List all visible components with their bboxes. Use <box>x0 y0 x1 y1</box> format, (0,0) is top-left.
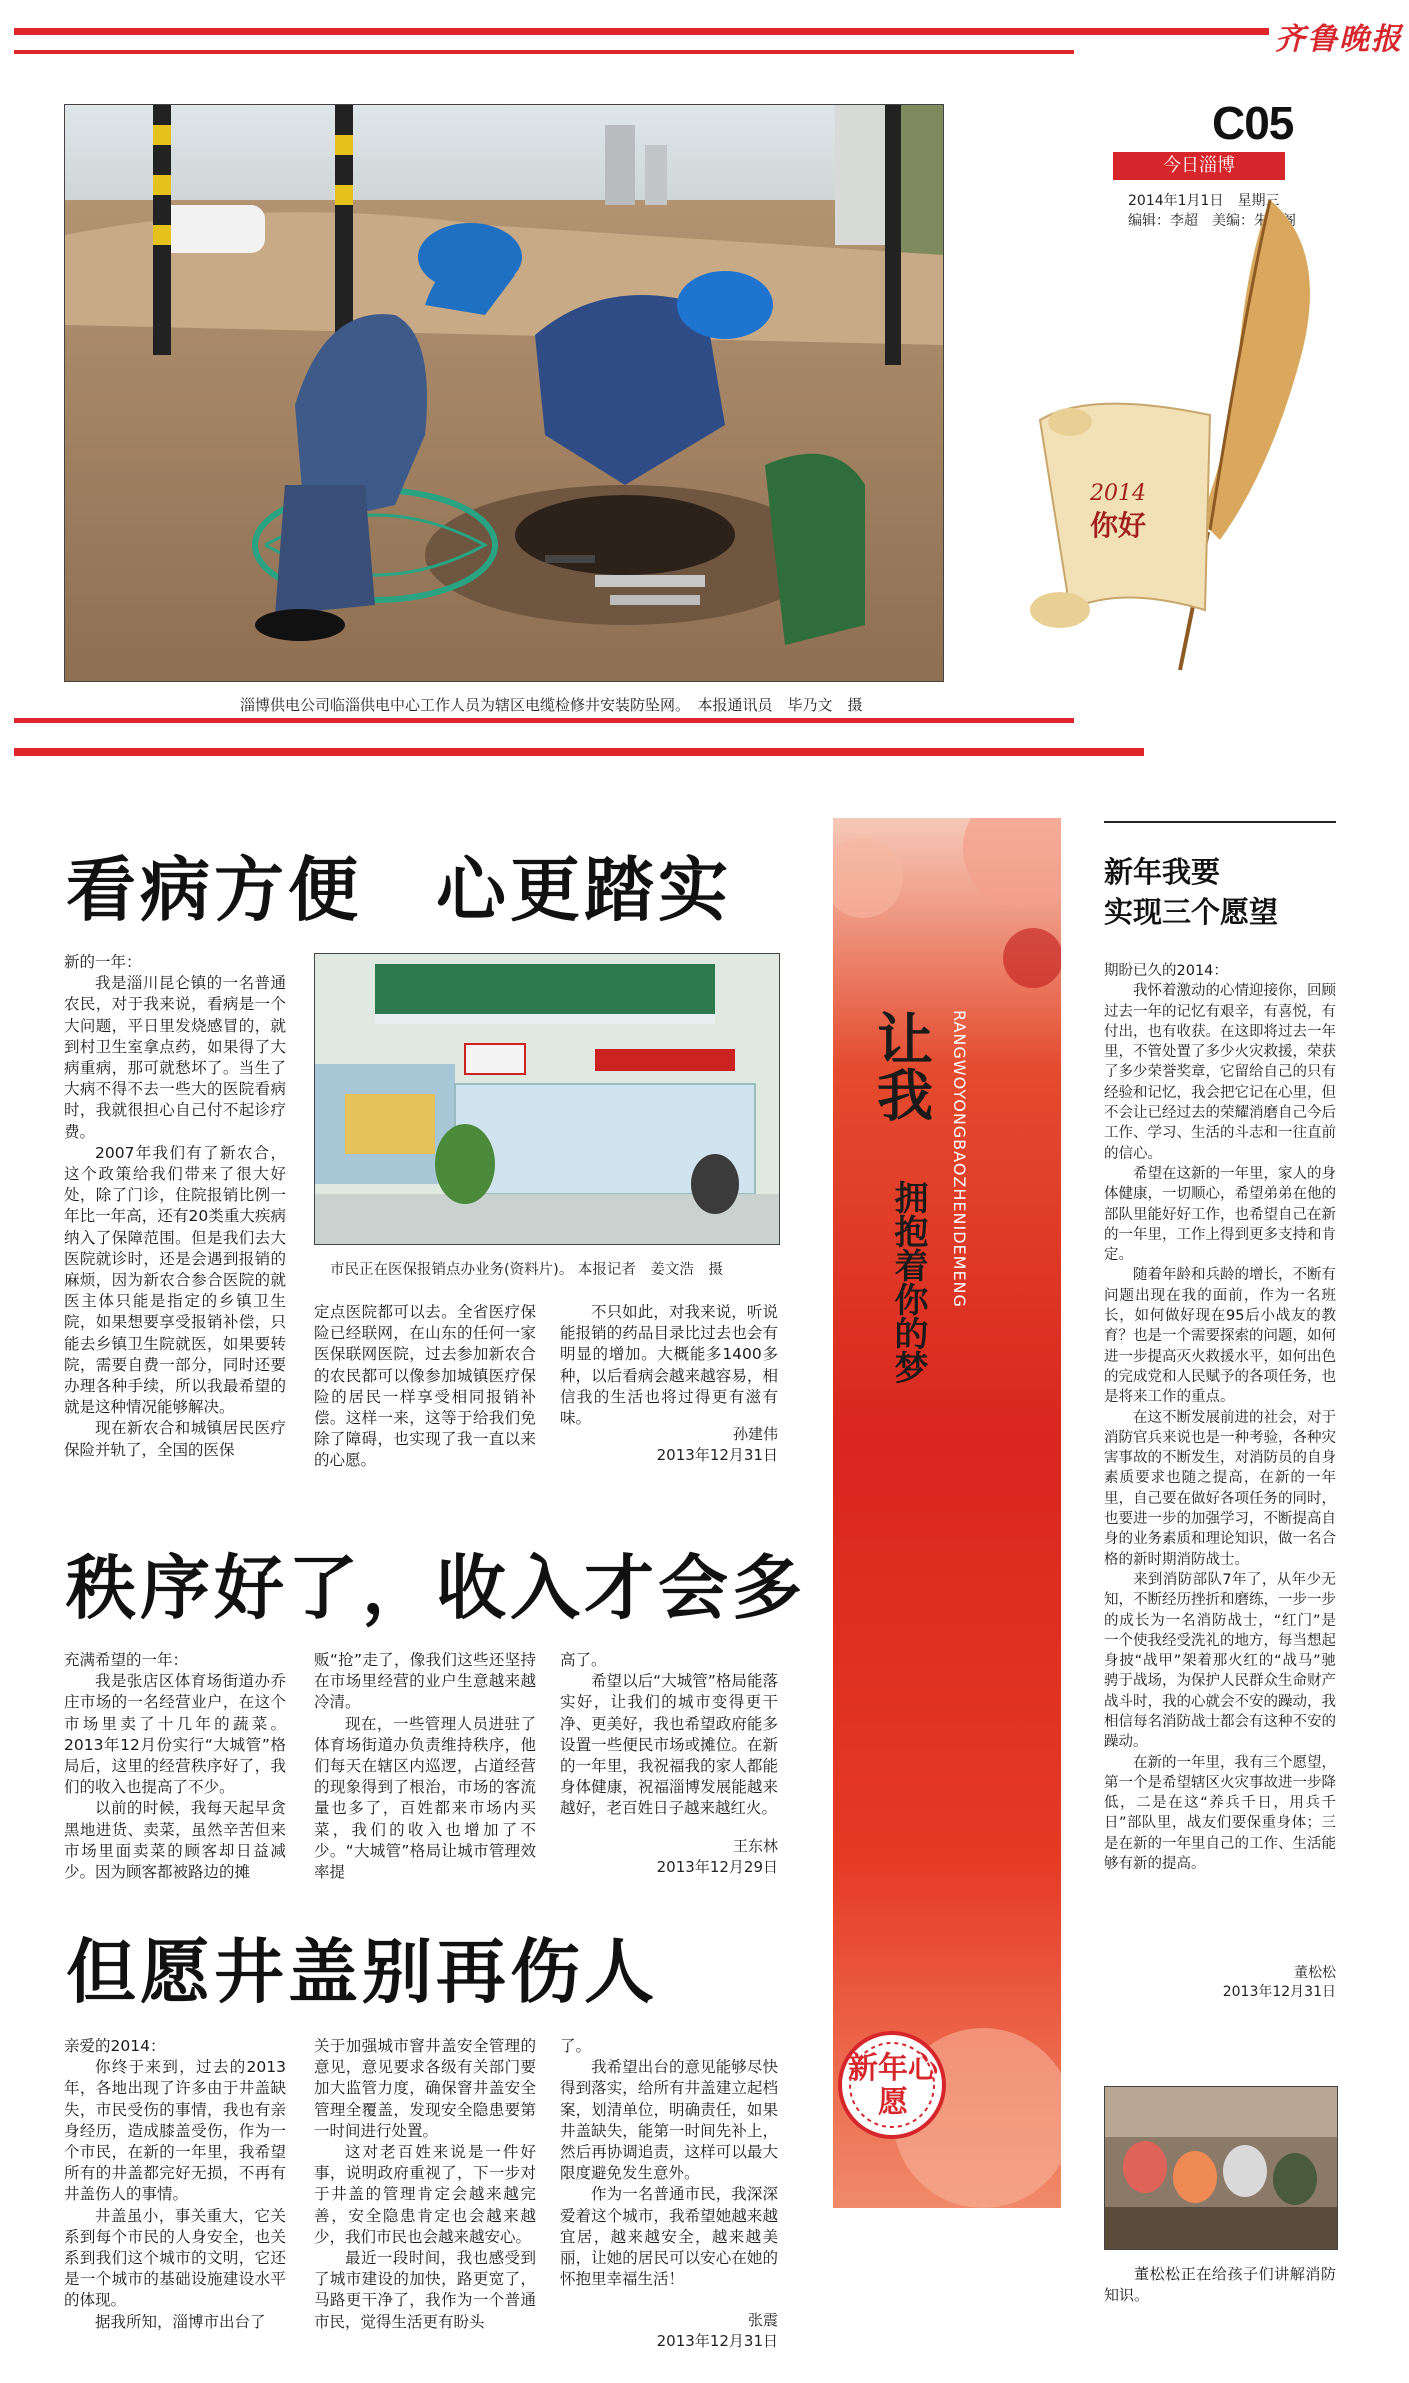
scroll-greeting-text: 你好 <box>1090 509 1147 542</box>
right-article-paragraph: 随着年龄和兵龄的增长，不断有问题出现在我的面前，作为一名班长，如何做好现在95后小战友的教育？也是一个需要探索的问题，如何进一步提高灭火救援水平，如何出色的完成党和人民赋予的各项任务，也是将来工作的重点。 <box>1104 1267 1336 1406</box>
scroll-year-text: 2014 <box>1090 481 1146 506</box>
fire-safety-class-illustration <box>1105 2087 1337 2249</box>
top-photo <box>64 104 944 682</box>
article1-paragraph: 不只如此，对我来说，听说能报销的药品目录比过去也会有明显的增加。大概能多1400多种，以后看病会越来越容易，相信我的生活也将过得更有滋有味。 <box>560 1303 778 1428</box>
article1-paragraph: 定点医院都可以去。全省医疗保险已经联网，在山东的任何一家医保联网医院，过去参加新农合的农民都可以像参加城镇医疗保险的居民一样享受相同报销补偿。这样一来，这等于给我们免除了障碍，也实现了我一直以来的心愿。 <box>314 1303 536 1470</box>
article2-salutation: 充满希望的一年： <box>64 1651 189 1669</box>
article1-signature <box>600 1424 778 1466</box>
article3-paragraph: 我希望出台的意见能够尽快得到落实，给所有井盖建立起档案，划清单位，明确责任，如果井盖缺失，能第一时间先补上，然后再协调追责，这样可以最大限度避免发生意外。 <box>560 2058 778 2183</box>
right-article-paragraph: 希望在这新的一年里，家人的身体健康，一切顺心，希望弟弟在他的部队里能好好工作，也希望自己在新的一年里，工作上得到更多支持和肯定。 <box>1104 1165 1336 1264</box>
article2-paragraph: 贩“抢”走了，像我们这些还坚持在市场里经营的业户生意越来越冷清。 <box>314 1651 536 1712</box>
article3-col2 <box>314 2036 536 2333</box>
right-article-photo <box>1104 2086 1338 2250</box>
article3-paragraph: 据我所知，淄博市出台了 <box>95 2312 266 2331</box>
article1-date: 2013年12月31日 <box>656 1446 778 1464</box>
article2-author: 王东林 <box>732 1837 778 1855</box>
mid-red-rule-thick <box>14 748 1144 756</box>
article2-col2 <box>314 1650 536 1883</box>
right-article-salutation: 期盼已久的2014： <box>1104 963 1228 979</box>
banner-main-text: 让我 <box>868 1010 933 1122</box>
article3-paragraph: 这对老百姓来说是一件好事，说明政府重视了，下一步对于井盖的管理肯定会越来越完善，安全隐患肯定也会越来越少，我们市民也会越来越安心。 <box>314 2143 536 2246</box>
right-article-date: 2013年12月31日 <box>1222 1984 1336 2000</box>
article3-paragraph: 你终于来到，过去的2013年，各地出现了许多由于井盖缺失，市民受伤的事情，我也有亲身经历，造成膝盖受伤，作为一个市民，在新的一年里，我希望所有的井盖都完好无损，不再有井盖伤人的事情。 <box>64 2058 286 2204</box>
article3-date: 2013年12月31日 <box>656 2332 778 2350</box>
banner-sub-text: 拥抱着你的梦 <box>888 1180 928 1384</box>
article3-paragraph: 作为一名普通市民，我深深爱着这个城市，我希望她越来越宜居，越来越安全，越来越美丽，让她的居民可以安心在她的怀抱里幸福生活！ <box>560 2185 778 2289</box>
article3-author: 张震 <box>747 2311 778 2329</box>
right-article-paragraph: 来到消防部队7年了，从年少无知，不断经历挫折和磨练，一步一步的成长为一名消防战士，“红门”是一个使我经受洗礼的地方，每当想起身披“战甲”架着那火红的“战马”驰骋于战场，为保护人民群众生命财产战斗时，我的心就会不安的躁动，我相信每名消防战士都会有这种不安的躁动。 <box>1104 1571 1336 1751</box>
article2-col1 <box>64 1650 286 1883</box>
right-photo-caption: 董松松正在给孩子们讲解消防知识。 <box>1104 2265 1336 2304</box>
article3-paragraph: 井盖虽小，事关重大，它关系到每个市民的人身安全，也关系到我们这个城市的文明，它还是一个城市的基础设施建设水平的体现。 <box>64 2206 286 2310</box>
right-article-signature <box>1130 1964 1336 2002</box>
page-code: C05 <box>1212 97 1294 149</box>
mid-red-rule <box>14 718 1074 723</box>
article3-salutation: 亲爱的2014： <box>64 2037 166 2055</box>
right-article-headline-2: 实现三个愿望 <box>1104 895 1279 929</box>
article2-headline: 秩序好了，收入才会多 <box>66 1547 806 1629</box>
article3-paragraph: 了。 <box>560 2037 592 2055</box>
insurance-office-illustration <box>315 954 779 1244</box>
article1-photo-caption: 市民正在医保报销点办业务(资料片)。 本报记者 姜文浩 摄 <box>330 1262 723 1278</box>
article1-col1 <box>64 952 286 1461</box>
right-article-author: 董松松 <box>1294 1965 1336 1981</box>
article1-author: 孙建伟 <box>732 1425 778 1443</box>
top-red-rule <box>14 28 1269 35</box>
article2-paragraph: 高了。 <box>560 1651 607 1669</box>
date-line: 2014年1月1日 星期三 <box>1128 193 1280 209</box>
article2-paragraph: 我是张店区体育场街道办乔庄市场的一名经营业户，在这个市场里卖了十几年的蔬菜。2013年12月份实行“大城管”格局后，这里的经营秩序好了，我们的收入也提高了不少。 <box>64 1672 286 1797</box>
article1-paragraph: 我是淄川昆仑镇的一名普通农民，对于我来说，看病是一个大问题，平日里发烧感冒的，就到村卫生室拿点药，如果得了大病重病，那可就愁坏了。当生了大病不得不去一些大的医院看病时，我就很担心自己付不起诊疗费。 <box>64 974 286 1141</box>
article1-col3 <box>560 1302 778 1429</box>
right-article-headline-1: 新年我要 <box>1104 855 1221 889</box>
right-article-paragraph: 我怀着激动的心情迎接你，回顾过去一年的记忆有艰辛，有喜悦，有付出，也有收获。在这即将过去一年里，不管处置了多少火灾救援，荣获了多少荣誉奖章，它留给自己的只有经验和记忆，我会把它记在心里，但不会让已经过去的荣耀消磨自己今后工作、学习、生活的斗志和一往直前的信心。 <box>1104 983 1336 1162</box>
top-photo-caption: 淄博供电公司临淄供电中心工作人员为辖区电缆检修井安装防坠网。 本报通讯员 毕乃文 摄 <box>240 696 863 714</box>
article1-salutation: 新的一年： <box>64 953 142 971</box>
right-col-rule <box>1104 821 1336 823</box>
article1-photo <box>314 953 780 1245</box>
article2-date: 2013年12月29日 <box>656 1858 778 1876</box>
article2-col3 <box>560 1650 778 1820</box>
scroll-quill-art <box>1030 190 1330 710</box>
article1-paragraph: 2007年我们有了新农合，这个政策给我们带来了很大好处，除了门诊，住院报销比例一年比一年高，还有20类重大疾病纳入了保障范围。但是我们去大医院就诊时，还是会遇到报销的麻烦，因为新农合参合医院的就医主体只能是指定的乡镇卫生院，如果想要享受报销补偿，只能去乡镇卫生院就医，如果要转院，需要自费一部分，同时还要办理各种手续，所以我最希望的就是这种情况能够解决。 <box>64 1143 286 1417</box>
article3-signature <box>600 2310 778 2352</box>
article1-col2 <box>314 1302 536 1472</box>
right-article-paragraph: 在新的一年里，我有三个愿望，第一个是希望辖区火灾事故进一步降低，二是在这“养兵千日，用兵千日”部队里，战友们要保重身体；三是在新的一年里自己的工作、生活能够有新的提高。 <box>1104 1754 1336 1873</box>
workers-photo-illustration <box>65 105 943 681</box>
article2-paragraph: 以前的时候，我每天起早贪黑地进货、卖菜，虽然辛苦但来市场里面卖菜的顾客却日益减少。因为顾客都被路边的摊 <box>64 1799 286 1882</box>
article3-paragraph: 最近一段时间，我也感受到了城市建设的加快，路更宽了，马路更干净了，我作为一个普通市民，觉得生活更有盼头 <box>314 2249 536 2331</box>
right-article-paragraph: 在这不断发展前进的社会，对于消防官兵来说也是一种考验，各种灾害事故的不断发生，对消防员的自身素质要求也随之提高，在新的一年里，自己要在做好各项任务的同时，也要进一步的加强学习，不断提高自身的业务素质和理论知识，做一名合格的新时期消防战士。 <box>1104 1409 1336 1568</box>
top-red-rule-thin <box>14 50 1074 54</box>
right-photo-caption-box <box>1104 2264 1336 2306</box>
section-tag: 今日淄博 <box>1113 152 1285 180</box>
article3-headline: 但愿井盖别再伤人 <box>66 1931 658 2013</box>
quill-scroll-illustration <box>1030 190 1330 710</box>
article2-paragraph: 现在，一些管理人员进驻了体育场街道办负责维持秩序，他们每天在辖区内巡逻，占道经营的现象得到了根治，市场的客流量也多了，百姓都来市场内买菜，我们的收入也增加了不少。“大城管”格局让城市管理效率提 <box>314 1714 536 1882</box>
article3-col3 <box>560 2036 778 2290</box>
article3-paragraph: 关于加强城市窨井盖安全管理的意见，意见要求各级有关部门要加大监管力度，确保窨井盖安全管理全覆盖，发现安全隐患要第一时间进行处置。 <box>314 2037 536 2140</box>
article2-paragraph: 希望以后“大城管”格局能落实好，让我们的城市变得更干净、更美好，我也希望政府能多设置一些便民市场或摊位。在新的一年里，我祝福我的家人都能身体健康，祝福淄博发展能越来越好，老百姓日子越来越红火。 <box>560 1672 778 1818</box>
article1-headline: 看病方便 心更踏实 <box>66 849 732 931</box>
editor-line: 编辑：李超 美编：朱金阁 <box>1128 213 1296 229</box>
article2-signature <box>600 1836 778 1878</box>
newspaper-masthead: 齐鲁晚报 <box>1275 22 1403 57</box>
article3-col1 <box>64 2036 286 2333</box>
right-article-body <box>1104 961 1336 1874</box>
article1-paragraph: 现在新农合和城镇居民医疗保险并轨了，全国的医保 <box>64 1419 286 1459</box>
banner-pinyin: RANGWOYONGBAOZHENIDEMENG <box>950 1010 969 1308</box>
stamp-text: 新年心愿 <box>848 2051 938 2120</box>
